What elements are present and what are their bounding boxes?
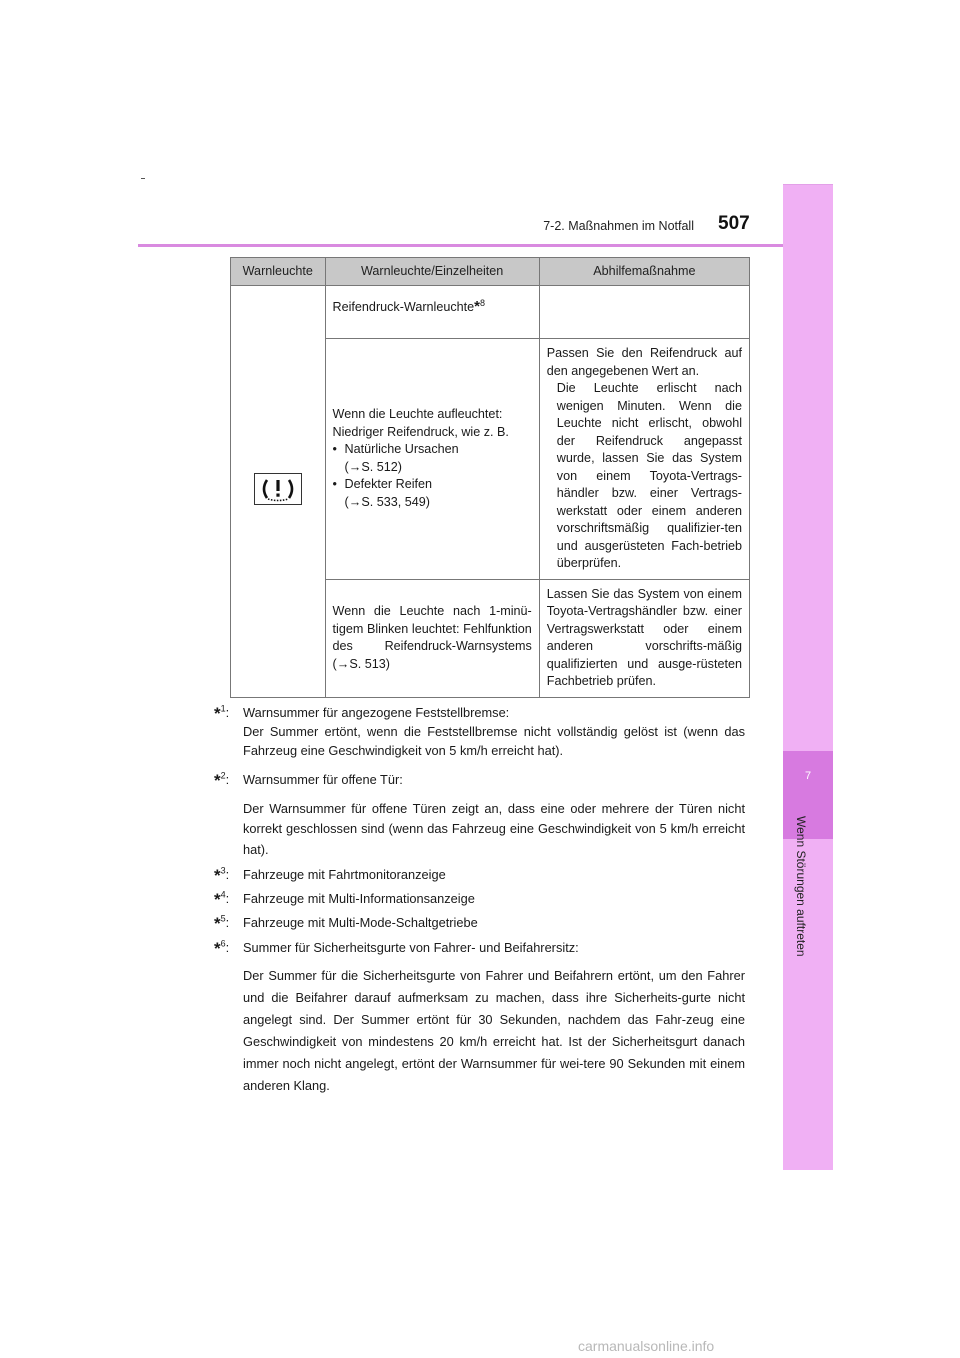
footnote-title: Summer für Sicherheitsgurte von Fahrer- und Beifahrersitz: <box>243 940 579 955</box>
footnote-ref: 8 <box>480 297 486 308</box>
footnote-text: Der Summer ertönt, wenn die Feststellbremse nicht vollständig gelöst ist (wenn das Fahrzeug eine Geschwindigkeit von 5 km/h erreicht hat). <box>243 724 745 758</box>
bullet-ref: (→S. 512) <box>344 459 402 474</box>
chapter-title: Wenn Störungen auftreten <box>794 816 808 957</box>
footnote-1: *$^1$: Warnsummer für angezogene Feststellbremse: Der Summer ertönt, wenn die Feststellbremse nicht vollständig gelöst ist (wenn das Fahrzeug eine Geschwindigkeit von 5 km/h erreicht hat). <box>214 703 745 758</box>
page-number: 507 <box>718 213 750 234</box>
footnote-6: *$^6$: Summer für Sicherheitsgurte von Fahrer- und Beifahrersitz: Der Summer für die Sicherheitsgurte von Fahrer und Beifahrern ertönt, um den Fahrer und die Beifahrer darauf aufmerksam zu machen, dass ihre Sicherheits-gurte nicht angelegt sind. Der Summer ertönt für 30 Sekunden, nachdem das Fahr-zeug eine Geschwindigkeit von mindestens 20 km/h erreicht hat. Ist der Sicherheitsgurt danach immer noch nicht angelegt, ertönt der Warnsummer für wei-tere 90 Sekunden mit einem anderen Klang. <box>214 937 745 1097</box>
header-action: Abhilfemaßnahme <box>539 258 749 286</box>
footnote-title: Fahrzeuge mit Multi-Informationsanzeige <box>243 891 475 906</box>
bullet: • <box>332 442 337 457</box>
footnote-title: Warnsummer für offene Tür: <box>243 772 403 787</box>
header-section-title: 7-2. Maßnahmen im Notfall <box>543 219 694 233</box>
low-pressure-action-cell <box>539 339 749 580</box>
footnote-star: * <box>474 298 480 315</box>
footnote-text: Der Warnsummer für offene Türen zeigt an, dass eine oder mehrere der Türen nicht korrekt geschlossen sind (wenn das Fahrzeug eine Geschwindigkeit von 5 km/h erreicht hat). <box>243 800 745 857</box>
malfunction-cause-cell: Wenn die Leuchte nach 1-minü-tigem Blinken leuchtet: Fehlfunktion des Reifendruck-Warnsystems (→S. 513) <box>325 579 539 697</box>
watermark: carmanualsonline.info <box>578 1338 715 1354</box>
action-intro: Passen Sie den Reifendruck auf den angegebenen Wert an. <box>546 346 742 378</box>
list-item <box>333 441 532 459</box>
header-details: Warnleuchte/Einzelheiten <box>325 258 539 286</box>
tire-pressure-warning-icon <box>254 473 302 505</box>
side-tab-top-line <box>783 184 833 185</box>
header-warnleuchte: Warnleuchte <box>231 258 326 286</box>
footnote-title: Fahrzeuge mit Multi-Mode-Schaltgetriebe <box>243 915 478 930</box>
tire-warning-title-cell <box>325 286 539 339</box>
side-tab-upper <box>783 184 833 751</box>
footnote-3: *$^3$: Fahrzeuge mit Fahrtmonitoranzeige <box>214 865 745 884</box>
table-row-title <box>231 286 750 339</box>
side-tab-chapter-marker <box>783 751 833 839</box>
tire-warning-title: Reifendruck-Warnleuchte <box>332 300 475 314</box>
page-dash <box>141 178 145 179</box>
header-rule <box>138 244 832 247</box>
cause-intro: Wenn die Leuchte aufleuchtet: <box>332 407 503 422</box>
footnote-title: Fahrzeuge mit Fahrtmonitoranzeige <box>243 867 446 882</box>
side-tab-lower <box>783 839 833 1170</box>
warning-light-table <box>230 257 750 698</box>
chapter-number: 7 <box>804 770 812 782</box>
icon-cell <box>231 286 326 698</box>
bullet-label: Natürliche Ursachen <box>344 442 459 457</box>
footnote-2: *$^2$: Warnsummer für offene Tür: Der Warnsummer für offene Türen zeigt an, dass eine oder mehrere der Türen nicht korrekt geschlossen sind (wenn das Fahrzeug eine Geschwindigkeit von 5 km/h erreicht hat). <box>214 770 745 860</box>
footnotes <box>214 703 745 1097</box>
malfunction-action-cell: Lassen Sie das System von einem Toyota-Vertragshändler bzw. einer Vertragswerkstatt oder einem anderen vorschrifts-mäßig qualifizierten und ausge-rüsteten Fachbetrieb prüfen. <box>539 579 749 697</box>
cause-text: Niedriger Reifendruck, wie z. B. <box>332 424 509 439</box>
bullet-label: Defekter Reifen <box>344 477 433 492</box>
bullet: • <box>332 477 337 492</box>
bullet-ref: (→S. 533, 549) <box>344 494 430 509</box>
table-header-row <box>231 258 750 286</box>
footnote-5: *$^5$: Fahrzeuge mit Multi-Mode-Schaltgetriebe <box>214 913 745 932</box>
footnote-text: Der Summer für die Sicherheitsgurte von Fahrer und Beifahrern ertönt, um den Fahrer und die Beifahrer darauf aufmerksam zu machen, dass ihre Sicherheits-gurte nicht angelegt sind. Der Summer ertönt für 30 Sekunden, nachdem das Fahr-zeug eine Geschwindigkeit von mindestens 20 km/h erreicht hat. Ist der Sicherheitsgurt danach immer noch nicht angelegt, ertönt der Warnsummer für wei-tere 90 Sekunden mit einem anderen Klang. <box>243 968 745 1093</box>
empty-action-cell <box>539 286 749 339</box>
footnote-4: *$^4$: Fahrzeuge mit Multi-Informationsanzeige <box>214 889 745 908</box>
low-pressure-cause-cell <box>325 339 539 580</box>
action-detail: Die Leuchte erlischt nach wenigen Minuten. Wenn die Leuchte nicht erlischt, obwohl der Reifendruck angepasst wurde, lassen Sie das System von einem Toyota-Vertrags-händler bzw. einer Vertrags-werkstatt oder einem anderen vorschriftsmäßig qualifizier-ten und ausgerüsteten Fach-betrieb überprüfen. <box>556 381 742 570</box>
list-item <box>333 476 532 494</box>
footnote-title: Warnsummer für angezogene Feststellbremse: <box>243 705 510 720</box>
